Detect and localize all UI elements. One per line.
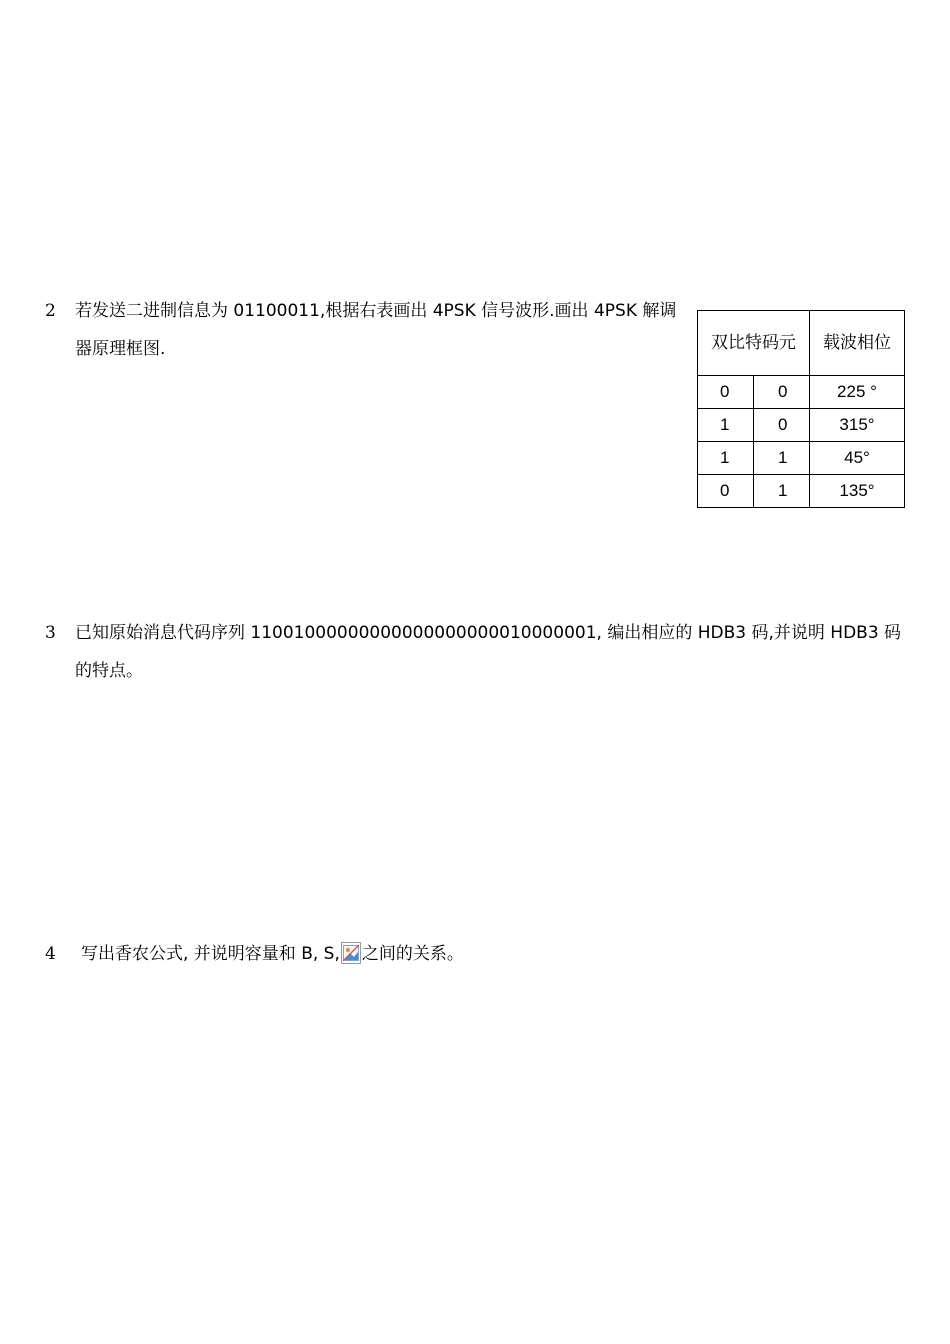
- bit-1: 1: [698, 442, 754, 475]
- question-text-after: 之间的关系。: [361, 944, 464, 964]
- question-text: 若发送二进制信息为 01100011,根据右表画出 4PSK 信号波形.画出 4PSK 解调器原理框图.: [75, 301, 677, 359]
- table-row: [698, 376, 905, 409]
- question-number: 4: [45, 944, 56, 964]
- question-4: [45, 935, 915, 973]
- carrier-phase: 135°: [810, 475, 905, 508]
- bit-1: 0: [698, 475, 754, 508]
- table-row: [698, 409, 905, 442]
- question-3: [45, 614, 915, 690]
- table-header-row: [698, 311, 905, 376]
- question-number: 2: [45, 301, 56, 321]
- table-row: [698, 442, 905, 475]
- bit-1: 1: [698, 409, 754, 442]
- question-text-before: 写出香农公式, 并说明容量和 B, S,: [81, 944, 340, 964]
- carrier-phase: 315°: [810, 409, 905, 442]
- question-2: [45, 292, 685, 368]
- question-text: [81, 935, 915, 973]
- question-number: 3: [45, 623, 56, 643]
- carrier-phase: 225 °: [810, 376, 905, 409]
- question-text: 已知原始消息代码序列 11001000000000000000000010000001, 编出相应的 HDB3 码,并说明 HDB3 码的特点。: [75, 623, 902, 681]
- phase-mapping-table: [697, 310, 905, 508]
- header-dibit-label: 双比特码元: [711, 332, 796, 353]
- bit-2: 1: [754, 442, 810, 475]
- table-row: [698, 475, 905, 508]
- bit-2: 0: [754, 376, 810, 409]
- header-phase: [810, 311, 905, 376]
- header-phase-label: 载波相位: [823, 332, 891, 353]
- bit-2: 1: [754, 475, 810, 508]
- bit-1: 0: [698, 376, 754, 409]
- broken-image-icon: [341, 940, 361, 962]
- bit-2: 0: [754, 409, 810, 442]
- header-dibit: [698, 311, 810, 376]
- carrier-phase: 45°: [810, 442, 905, 475]
